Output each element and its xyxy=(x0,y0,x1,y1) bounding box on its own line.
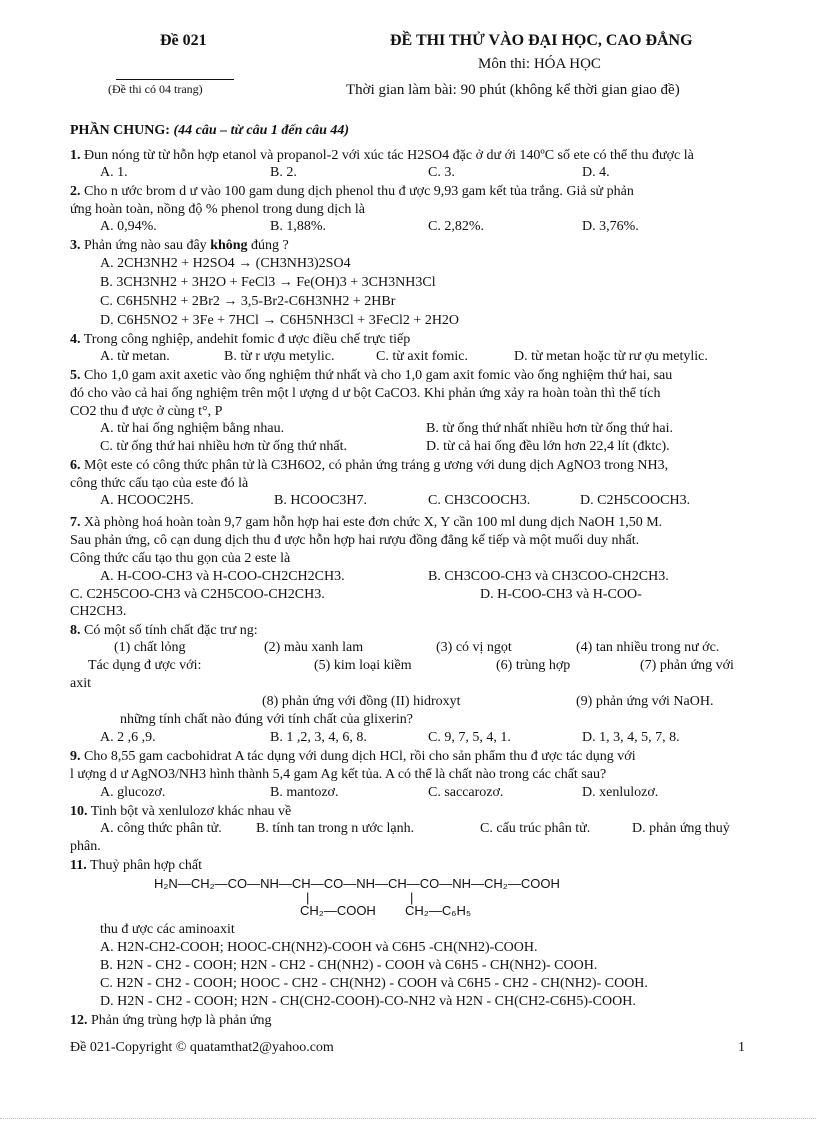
property-6: (6) trùng hợp xyxy=(496,658,571,673)
q-number: 6. xyxy=(70,458,81,473)
q-number: 2. xyxy=(70,184,81,199)
option-a: A. 2 ,6 ,9. xyxy=(100,730,156,745)
time-line: Thời gian làm bài: 90 phút (không kể thời gian giao đề) xyxy=(346,82,680,98)
property-1: (1) chất lỏng xyxy=(114,640,186,655)
q-number: 10. xyxy=(70,804,88,819)
exam-code: Đề 021 xyxy=(160,32,207,49)
bond-line: | xyxy=(306,890,310,905)
q-number: 9. xyxy=(70,749,81,764)
exam-title: ĐỀ THI THỬ VÀO ĐẠI HỌC, CAO ĐẲNG xyxy=(390,32,693,49)
option-c: C. từ ống thứ hai nhiều hơn từ ống thứ nhất. xyxy=(100,439,347,454)
section-note: (44 câu – từ câu 1 đến câu 44) xyxy=(173,123,350,138)
question-5 xyxy=(70,367,746,385)
question-9 xyxy=(70,748,746,766)
q-text-cont: l ượng d ư AgNO3/NH3 hình thành 5,4 gam Ag kết tủa. A có thể là chất nào trong các chất sau? xyxy=(70,767,607,782)
option-c: C. từ axit fomic. xyxy=(376,349,468,364)
side-chain-1: CH₂—COOH xyxy=(300,903,376,918)
option-d-cont: phân. xyxy=(70,839,101,854)
q-number: 4. xyxy=(70,332,81,347)
option-a: A. từ hai ống nghiệm bằng nhau. xyxy=(100,421,285,436)
q-text: Tinh bột và xenlulozơ khác nhau về xyxy=(90,804,292,819)
header-divider xyxy=(116,79,234,80)
question-12 xyxy=(70,1012,746,1030)
page-edge-divider xyxy=(0,1118,816,1119)
q-number: 1. xyxy=(70,148,81,163)
property-intro: Tác dụng đ ược với: xyxy=(88,658,202,673)
option-a: A. 2CH3NH2 + H2SO4 → (CH3NH3)2SO4 xyxy=(100,256,351,271)
option-d: D. C6H5NO2 + 3Fe + 7HCl → C6H5NH3Cl + 3FeCl2 + 2H2O xyxy=(100,313,460,328)
option-d-cont: CH2CH3. xyxy=(70,604,127,619)
option-a: A. công thức phân tử. xyxy=(100,821,222,836)
option-c: C. 3. xyxy=(428,165,455,180)
option-b: B. CH3COO-CH3 và CH3COO-CH2CH3. xyxy=(428,569,669,584)
question-1 xyxy=(70,147,746,165)
option-d: D. H-COO-CH3 và H-COO- xyxy=(480,587,642,602)
option-c: C. C6H5NH2 + 2Br2 → 3,5-Br2-C6H3NH2 + 2HBr xyxy=(100,294,396,309)
option-b: B. từ r ượu metylic. xyxy=(224,349,335,364)
q-number: 5. xyxy=(70,368,81,383)
property-5: (5) kim loại kiềm xyxy=(314,658,412,673)
option-a: A. H-COO-CH3 và H-COO-CH2CH2CH3. xyxy=(100,569,345,584)
footer-copyright: Đề 021-Copyright © quatamthat2@yahoo.com xyxy=(70,1040,334,1055)
pages-note: (Đề thi có 04 trang) xyxy=(108,82,203,96)
option-d: D. 1, 3, 4, 5, 7, 8. xyxy=(582,730,680,745)
q-text-cont: công thức cấu tạo của este đó là xyxy=(70,476,249,491)
option-a: A. HCOOC2H5. xyxy=(100,493,194,508)
q-number: 8. xyxy=(70,623,81,638)
q-text-cont: CO2 thu đ ược ở cùng t°, P xyxy=(70,404,223,419)
option-c: C. H2N - CH2 - COOH; HOOC - CH2 - CH(NH2) - COOH và C6H5 - CH2 - CH(NH2)- COOH. xyxy=(100,976,648,991)
property-3: (3) có vị ngọt xyxy=(436,640,512,655)
q-text: Cho 1,0 gam axit axetic vào ống nghiệm thứ nhất và cho 1,0 gam axit fomic vào ống nghiệm thứ hai, sau xyxy=(84,368,673,383)
option-b: B. HCOOC3H7. xyxy=(274,493,367,508)
question-4 xyxy=(70,331,746,349)
option-b: B. mantozơ. xyxy=(270,785,339,800)
option-d: D. xenlulozơ. xyxy=(582,785,659,800)
option-d: D. H2N - CH2 - COOH; H2N - CH(CH2-COOH)-CO-NH2 và H2N - CH(CH2-C6H5)-COOH. xyxy=(100,994,636,1009)
option-c: C. 2,82%. xyxy=(428,219,484,234)
option-d: D. phản ứng thuỷ xyxy=(632,821,730,836)
option-c: C. C2H5COO-CH3 và C2H5COO-CH2CH3. xyxy=(70,587,325,602)
q-text: Đun nóng từ từ hỗn hợp etanol và propanol-2 với xúc tác H2SO4 đặc ở dư ới 140ºC số ete có thể thu được là xyxy=(84,148,694,163)
q-number: 12. xyxy=(70,1013,88,1028)
option-d: D. 4. xyxy=(582,165,610,180)
option-b: B. 1 ,2, 3, 4, 6, 8. xyxy=(270,730,367,745)
peptide-formula: H₂N—CH₂—CO—NH—CH—CO—NH—CH—CO—NH—CH₂—COOH xyxy=(154,876,560,891)
question-7 xyxy=(70,514,746,532)
question-3 xyxy=(70,237,746,255)
q-text: Xà phòng hoá hoàn toàn 9,7 gam hỗn hợp hai este đơn chức X, Y cần 100 ml dung dịch NaOH 1,50 M. xyxy=(84,515,663,530)
bond-line: | xyxy=(410,890,414,905)
option-b: B. từ ống thứ nhất nhiều hơn từ ống thứ hai. xyxy=(426,421,673,436)
option-a: A. 0,94%. xyxy=(100,219,157,234)
option-a: A. H2N-CH2-COOH; HOOC-CH(NH2)-COOH và C6H5 -CH(NH2)-COOH. xyxy=(100,940,538,955)
property-9: (9) phản ứng với NaOH. xyxy=(576,694,714,709)
question-2 xyxy=(70,183,746,201)
q-emphasis: không xyxy=(210,238,248,253)
option-d: D. 3,76%. xyxy=(582,219,639,234)
option-d: D. C2H5COOCH3. xyxy=(580,493,691,508)
option-b: B. 2. xyxy=(270,165,297,180)
property-7-cont: axit xyxy=(70,676,91,691)
q-text: Một este có công thức phân tử là C3H6O2, có phản ứng tráng g ương với dung dịch AgNO3 trong NH3, xyxy=(84,458,669,473)
q-text-cont: ứng hoàn toàn, nồng độ % phenol trong dung dịch là xyxy=(70,202,365,217)
option-c: C. CH3COOCH3. xyxy=(428,493,531,508)
q-text: Cho 8,55 gam cacbohidrat A tác dụng với dung dịch HCl, rồi cho sản phẩm thu đ ược tác dụng với xyxy=(84,749,636,764)
option-d: D. từ cả hai ống đều lớn hơn 22,4 lít (đktc). xyxy=(426,439,670,454)
page-number: 1 xyxy=(738,1040,745,1055)
option-b: B. H2N - CH2 - COOH; H2N - CH2 - CH(NH2) - COOH và C6H5 - CH(NH2)- COOH. xyxy=(100,958,598,973)
option-c: C. 9, 7, 5, 4, 1. xyxy=(428,730,511,745)
option-a: A. glucozơ. xyxy=(100,785,166,800)
q-text: Thuỷ phân hợp chất xyxy=(89,858,202,873)
q-text: Cho n ước brom d ư vào 100 gam dung dịch phenol thu đ ược 9,93 gam kết tủa trắng. Giả sử phản xyxy=(84,184,634,199)
question-10 xyxy=(70,803,746,821)
q-text-cont: Công thức cấu tạo thu gọn của 2 este là xyxy=(70,551,291,566)
section-label: PHẦN CHUNG: xyxy=(70,123,170,138)
q-text: Phản ứng trùng hợp là phản ứng xyxy=(91,1013,272,1028)
option-c: C. saccarozơ. xyxy=(428,785,504,800)
q-number: 7. xyxy=(70,515,81,530)
option-a: A. 1. xyxy=(100,165,128,180)
q-text: Trong công nghiệp, andehit fomic đ ược điều chế trực tiếp xyxy=(83,332,411,347)
q-number: 11. xyxy=(70,858,87,873)
side-chain-2: CH₂—C₆H₅ xyxy=(405,903,472,918)
property-2: (2) màu xanh lam xyxy=(264,640,364,655)
q-number: 3. xyxy=(70,238,81,253)
q-text: Phản ứng nào sau đây xyxy=(84,238,207,253)
option-c: C. cấu trúc phân tử. xyxy=(480,821,591,836)
question-11 xyxy=(70,857,746,875)
q-text-cont: Sau phản ứng, cô cạn dung dịch thu đ ược hỗn hợp hai rượu đồng đẳng kế tiếp và một muối duy nhất. xyxy=(70,533,640,548)
property-8: (8) phản ứng với đồng (II) hidroxyt xyxy=(262,694,461,709)
option-b: B. 3CH3NH2 + 3H2O + FeCl3 → Fe(OH)3 + 3CH3NH3Cl xyxy=(100,275,436,290)
option-b: B. 1,88%. xyxy=(270,219,326,234)
option-d: D. từ metan hoặc từ rư ợu metylic. xyxy=(514,349,708,364)
option-b: B. tính tan trong n ước lạnh. xyxy=(256,821,415,836)
q-text-end: đúng ? xyxy=(251,238,289,253)
subject-line: Môn thi: HÓA HỌC xyxy=(478,56,601,72)
q-text: Có một số tính chất đặc trư ng: xyxy=(84,623,258,638)
q-text-cont: đó cho vào cả hai ống nghiệm trên một l ượng d ư bột CaCO3. Khi phản ứng xảy ra hoàn toàn thì thể tích xyxy=(70,386,661,401)
question-8 xyxy=(70,622,746,640)
property-7: (7) phản ứng với xyxy=(640,658,734,673)
question-6 xyxy=(70,457,746,475)
property-4: (4) tan nhiều trong nư ớc. xyxy=(576,640,720,655)
q-ask: những tính chất nào đúng với tính chất của glixerin? xyxy=(120,712,413,727)
q-text-cont: thu đ ược các aminoaxit xyxy=(100,922,235,937)
option-a: A. từ metan. xyxy=(100,349,170,364)
